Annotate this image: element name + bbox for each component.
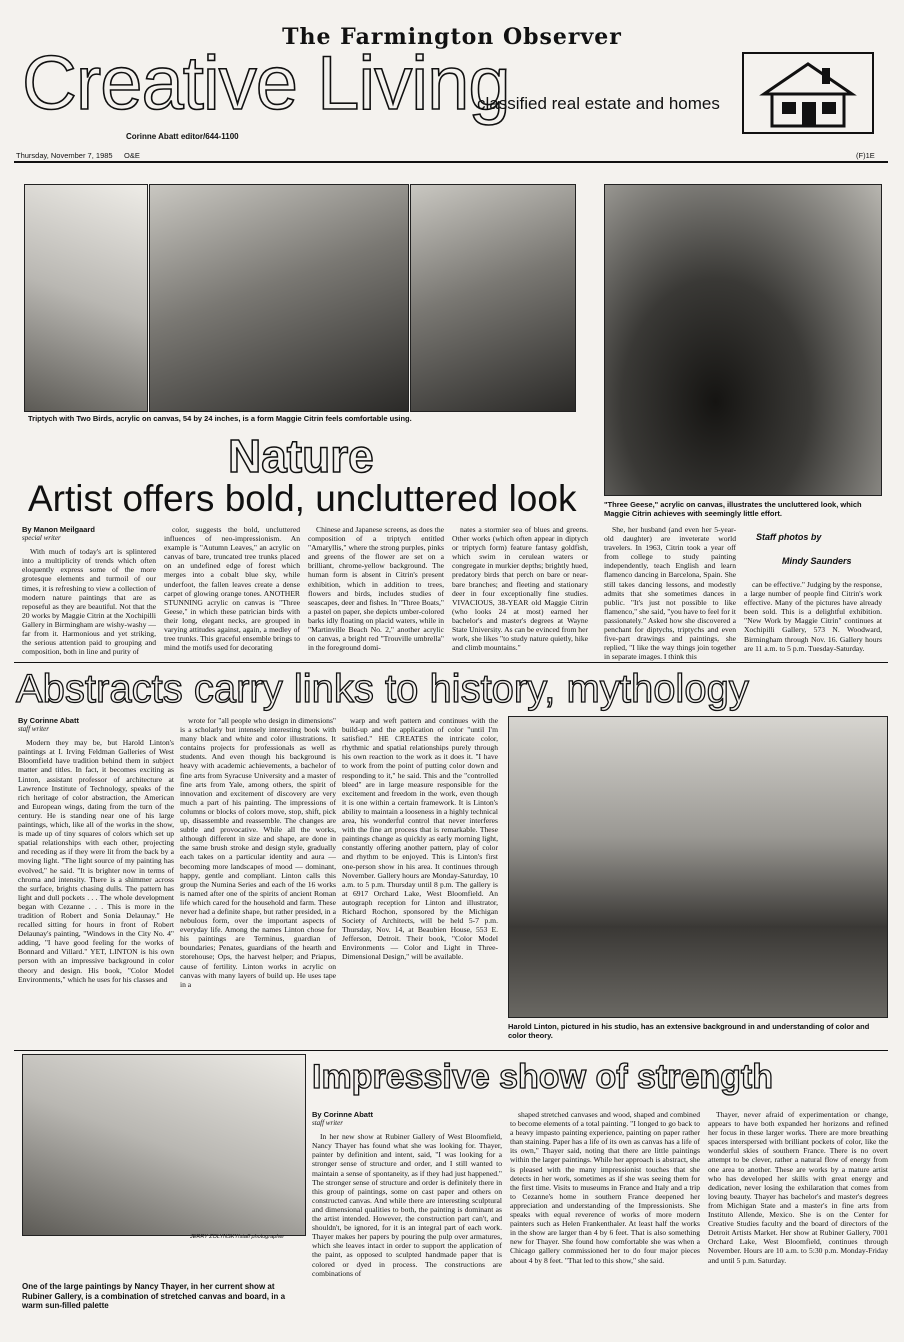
newspaper-nameplate: The Farmington Observer [282, 24, 622, 50]
staff-photos-box [744, 526, 880, 578]
nature-text-4: nates a stormier sea of blues and greens. Other works (which often appear in diptych or triptych form) feature fantasy goldfish, which swim in cerulean waters or congregate in murkier depths; brightly hued, predatory birds that perch on bare or near-bare branches; and fleeting and stationary deer in four exceptionally fine studies. VIVACIOUS, 38-YEAR old Maggie Citrin (who looks 24 at most) earned her bachelor's and master's degrees at Wayne State University. As can be evinced from her work, she likes "to study nature quietly, hike and climb mountains." [452, 525, 588, 653]
nature-bottom-rule [14, 662, 888, 663]
nature-col-6 [744, 580, 882, 654]
abstracts-text-2: wrote for "all people who design in dimensions" is a scholarly but intensely interesting book with many black and white and color illustrations. It contains projects for professionals as well as students. And even though his background is heavy with academic achievements, a bachelor of fine arts from Syracuse University and a master of fine arts from Yale, among others, the spirit of innovation and excitement of discovery are very much a part of his painting. The impressions of columns or blocks of colors move, stop, shift, pick up, disassemble and reassemble. The changes are subtle and provocative. While all the works, although different in size and shape, are done in the same brush stroke and design style, gradually each takes on a particular identity and aura — becoming more landscapes of mood — dominant, happy, gentle and compliant. Linton calls this group the Numina Series and each of the 16 works is named after one of the spirits of ancient Roman life which cared for the household and farm. These never had a definite shape, but rather presided, in a nebulous form, over the important aspects of everyday life. Among the names Linton chose for his paintings are Terminus, guardian of boundaries; Penates, guardians of the hearth and storehouse; Ops, the harvest helper; and Priapus, cause of fertility. Linton works in acrylic on canvas with many layers of build up. He uses tape in a [180, 716, 336, 989]
nature-col-1 [22, 525, 156, 657]
strength-col-2 [510, 1110, 700, 1334]
nature-text-1: With much of today's art is splintered into a multiplicity of trends which often eloquently express some of the more grotesque elements and turmoil of our times, it is refreshing to view a collection of modern nature paintings that are as reposeful as they are beautiful. Not that the 20 works by Maggie Citrin at the Xochipilli Gallery in Birmingham are wishy-washy — far from it. Harmonious and yet striking, the serious attention paid to grouping and composition, both in line and purity of [22, 547, 156, 657]
issue-date: Thursday, November 7, 1985 [16, 151, 113, 160]
linton-photo-caption: Harold Linton, pictured in his studio, has an extensive background in and understanding of color and color theory. [508, 1022, 870, 1040]
abstracts-text-3: warp and weft pattern and continues with the build-up and the application of color "until I'm satisfied." HE CREATES the intricate color, rhythmic and spatial relationships purely through his own reaction to the work as it does it. "I have to work from the point of putting color down and responding to it," he said. This and the "controlled bleed" are in large measure responsible for the excitement and freedom in the work, even though it is one within a certain framework. It is Linton's ability to maintain a looseness in a highly technical area, his wonderful control that never interferes with the fine art process that is remarkable. These paintings change as quickly as early morning light, constantly offering another pattern, play of color and rhythm to be enjoyed. This is Linton's first one-person show in his area. It continues through November. Gallery hours are Monday-Saturday, 10 a.m. to 5 p.m. Thursday until 8 p.m. The gallery is at 6917 Orchard Lake, West Bloomfield. An autograph reception for Linton and illustrator, Richard Rochon, sponsored by the Michigan Society of Architects, will be held 5-7 p.m. Thursday, Nov. 14, at Beaubien House, 553 E. Jefferson, Detroit. Their book, "Color Model Environments — Color and Light in Three-Dimensional Design," will be available. [342, 716, 498, 962]
abstracts-col-3 [342, 716, 498, 1050]
abstracts-text-1: Modern they may be, but Harold Linton's paintings at I. Irving Feldman Galleries of West Bloomfield have tradition behind them in subject matter and titles. In fact, it becomes exciting as Linton, assistant professor of architecture at Lawrence Institute of Technology, speaks of the rich heritage of color abstraction, the American and European wings, dating from the turn of the century. He is standing near one of his large paintings, which, like all of the works in the show, is made up of tiny squares of colors which set up spatial relationships with each other, projecting and receding as if they were lit from the back by a moving light. "The light source of my painting has evolved," he said. "It is brighter now in terms of chroma and intensity. There is a shimmer across the surface, brights chasing dulls. The pattern has light and dull pockets . . . The whole development began with Cezanne . . . This is more in the tradition of Robert and Sonia Delaunay." He recalled sitting for hours in front of Robert Delaunay's painting, "Windows in the City No. 4" adding, "I have good feeling for the works of Bonnard and Villard." YET, LINTON is his own person with an impressive background in color theory and design. His book, "Color Model Environments," which he uses for his classes and [18, 738, 174, 984]
abstracts-byline-name: By Corinne Abatt [18, 716, 79, 725]
triptych-panel-3 [410, 184, 576, 412]
strength-headline: Impressive show of strength [312, 1058, 773, 1096]
staff-photos-name: Mindy Saunders [782, 556, 852, 566]
editor-line: Corinne Abatt editor/644-1100 [126, 132, 239, 141]
abstracts-headline: Abstracts carry links to history, mythology [16, 667, 749, 711]
nature-headline: Artist offers bold, uncluttered look [28, 478, 577, 519]
abstracts-bottom-rule [14, 1050, 888, 1051]
nature-byline-role: special writer [22, 534, 61, 543]
nature-text-3: Chinese and Japanese screens, as does the composition of a triptych entitled "Amaryllis," where the strong purples, pinks and greens of the flower are set on a brilliant, chrome-yellow background. The human form is absent in Citrin's present exhibition, which in addition to trees, flowers and birds, includes studies of seascapes, deer and fishes. In "Three Boats," a pastel on paper, she depicts umber-colored barks idly floating on placid waters, while in "Martinville Beach No. 2," another acrylic on canvas, a bright red "Trouville umbrella" in the foreground domi- [308, 525, 444, 653]
thayer-photo-credit: JERRY ZOLYNSKY/staff photographer [190, 1234, 285, 1240]
staff-photos-label: Staff photos by [756, 532, 822, 542]
triptych-panel-2 [149, 184, 409, 412]
nature-text-2: color, suggests the bold, uncluttered influences of neo-impressionism. An example is "Autumn Leaves," an acrylic on canvas of bare, truncated tree trunks placed on an undefined edge of forest which merges into a cobalt blue sky, while underfoot, the fallen leaves create a dense carpet of glowing orange tones. ANOTHER STUNNING acrylic on canvas is "Three Geese," in which these patrician birds with their long, elegant necks, are grouped in varying attitudes against, again, a medley of tree trunks. This graceful ensemble brings to mind the motifs used for decorating [164, 525, 300, 653]
strength-text-2: shaped stretched canvases and wood, shaped and combined to become elements of a total painting. "I longed to go back to a heavy impasto painting experience, painting on paper rather than staining. Paper has a life of its own as canvas has a life of its own," Thayer said, noting that there are little paintings within the larger paintings. While her approach is abstract, she is pleased with the many impressionist touches that she detects in her work, sometimes as if she was seeing them for the first time. Visits to museums in France and Italy and a trip to Cezanne's home in southern France deepened her appreciation and understanding of the Impressionists. She speaks with equal reverence of works of more modern painters such as Helen Frankenthaler. At least half the works in the show are larger than 4 by 6 feet. That is also something new for Thayer. She found how comfortable she was when a Chicago gallery commissioned her to do four major pieces about 4 by 8 feet. "That led to this show," she said. [510, 1110, 700, 1265]
strength-byline-name: By Corinne Abatt [312, 1110, 373, 1119]
triptych-caption: Triptych with Two Birds, acrylic on canvas, 54 by 24 inches, is a form Maggie Citrin feels comfortable using. [28, 414, 412, 423]
section-subtitle: classified real estate and homes [477, 94, 720, 113]
strength-col-1 [312, 1110, 502, 1334]
strength-col-3 [708, 1110, 888, 1334]
abstracts-col-1 [18, 716, 174, 1050]
nature-col-5 [604, 525, 736, 662]
page-number: (F)1E [856, 151, 875, 160]
nature-text-6: can be effective." Judging by the response, a large number of people find Citrin's work effective. Many of the pictures have already been sold. This is a delightful exhibition. "New Work by Maggie Citrin" continues at Xochipilli Gallery, 573 N. Woodward, Birmingham through Nov. 16. Gallery hours are 11 a.m. to 5 p.m. Tuesday-Saturday. [744, 580, 882, 653]
strength-text-3: Thayer, never afraid of experimentation or change, appears to have both expanded her horizons and refined her focus in these larger works. There are more breathing spaces interspersed with brilliant pockets of color, like the wonderful skies of southern France. There is no overt attempt to be clever, rather a natural flow of energy from one area to another. These are works by a mature artist who has developed her skills with great energy and dedication, never losing the exhilaration that comes from loving beauty. Thayer has bachelor's and master's degrees from Michigan State and a master's in fine arts from Instituto Allende, Mexico. She is on the Center for Creative Studies faculty and the board of directors of the Detroit Artists Market. Her show at Rubiner Gallery, 7001 Orchard Lake, West Bloomfield, continues through November. Hours are 10 a.m. to 5:30 p.m. Monday-Friday and until 5 p.m. Saturday. [708, 1110, 888, 1265]
linton-studio-photo [508, 716, 888, 1018]
abstracts-col-2 [180, 716, 336, 1050]
nature-byline-name: By Manon Meilgaard [22, 525, 95, 534]
nature-col-2 [164, 525, 300, 653]
edition-code: O&E [124, 151, 140, 160]
nature-col-4 [452, 525, 588, 653]
house-icon [744, 54, 872, 132]
nature-kicker: Nature [228, 430, 374, 482]
house-logo [742, 52, 874, 134]
strength-byline-role: staff writer [312, 1119, 343, 1128]
triptych-panel-1 [24, 184, 148, 412]
three-geese-photo [604, 184, 882, 496]
masthead-rule [14, 161, 888, 163]
thayer-photo-caption: One of the large paintings by Nancy Thayer, in her current show at Rubiner Gallery, is a combination of stretched canvas and board, in a warm sun-filled palette [22, 1282, 286, 1310]
abstracts-byline-role: staff writer [18, 725, 49, 734]
three-geese-caption: "Three Geese," acrylic on canvas, illustrates the uncluttered look, which Maggie Citrin achieves with seemingly little effort. [604, 500, 862, 518]
nature-col-3 [308, 525, 444, 653]
strength-text-1: In her new show at Rubiner Gallery of West Bloomfield, Nancy Thayer has found what she was looking for. Thayer, painter by definition and intent, said, "I was looking for a stronger sense of structure and order, and I still wanted to maintain a sense of spontaneity, as if they had just happened." The stronger sense of structure and order is definitely there in this group of paintings, some on cast paper and others on constructed canvas. And while there are interesting sculptural and dimensional qualities to both, the painting is dominant as the artist intended. However, the construction part can't, and shouldn't, be ignored, for it is an integral part of each work. Thayer makes her papers by pouring the pulp over armatures, which she leaves intact in order to support the application of the paint, as opposed to sculpted handmade paper that is colored or dyed in process. The constructions are combinations of [312, 1132, 502, 1278]
nature-text-5: She, her husband (and even her 5-year-old daughter) are inveterate world travelers. In 1963, Citrin took a year off from college to study painting independently, teach English and learn flamenco dancing in Barcelona, Spain. She still takes dancing lessons, and modestly admits that she sometimes dances in public. "It's just not possible to like flamenco," she said, "you have to feel for it passionately." Asked how she discovered a penchant for diptychs, triptychs and even five-part drawings and paintings, she replied, "I like the way things join together in separate images. I think this [604, 525, 736, 662]
thayer-painting-photo [22, 1054, 306, 1236]
section-title: Creative Living [22, 41, 510, 126]
